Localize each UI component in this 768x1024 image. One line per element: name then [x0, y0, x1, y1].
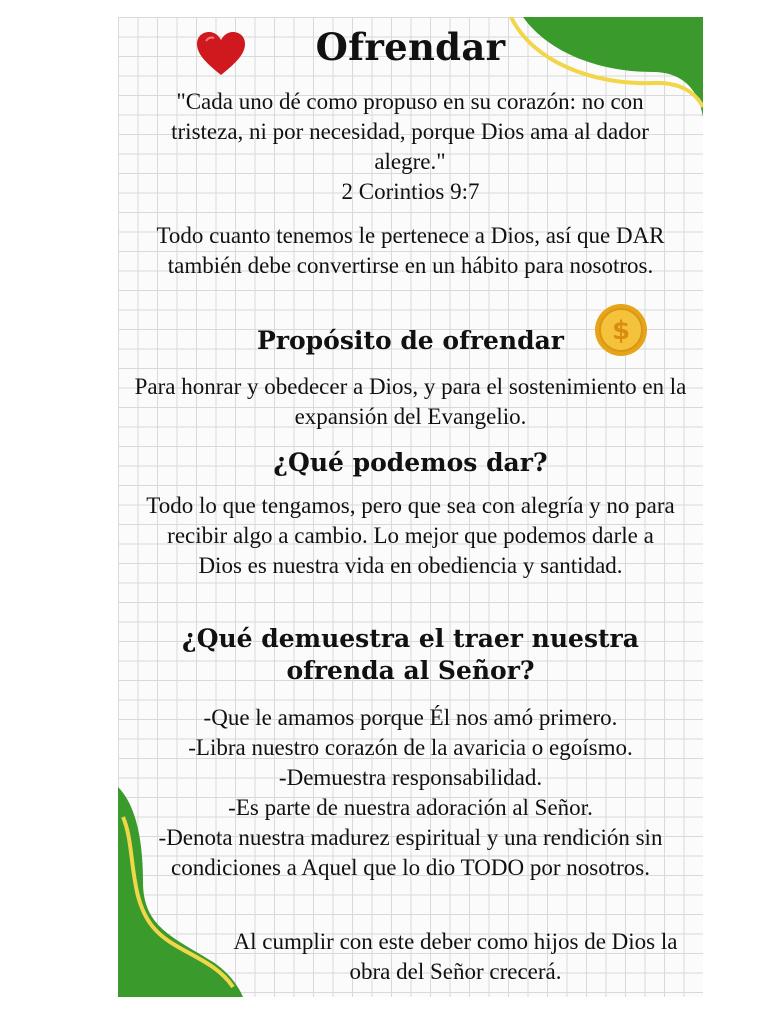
intro-paragraph: Todo cuanto tenemos le pertenece a Dios, así que DAR también debe convertirse en un hábito para nosotros. — [156, 223, 665, 278]
bible-verse-reference: 2 Corintios 9:7 — [341, 179, 480, 204]
page-title: Ofrendar — [315, 25, 506, 69]
list-item: -Denota nuestra madurez espiritual y una rendición sin condiciones a Aquel que lo dio TODO por nosotros. — [158, 825, 663, 880]
offering-card — [118, 17, 703, 997]
section-body-purpose: Para honrar y obedecer a Dios, y para el sostenimiento en la expansión del Evangelio. — [134, 374, 687, 429]
section-body-what-to-give: Todo lo que tengamos, pero que sea con alegría y no para recibir algo a cambio. Lo mejor que podemos darle a Dios es nuestra vida en obediencia y santidad. — [146, 493, 675, 578]
benefits-list — [123, 703, 698, 883]
closing-paragraph: Al cumplir con este deber como hijos de Dios la obra del Señor crecerá. — [233, 929, 678, 984]
section-heading-what-to-give: ¿Qué podemos dar? — [273, 448, 548, 477]
section-heading-purpose: Propósito de ofrendar — [257, 326, 564, 355]
list-item: -Es parte de nuestra adoración al Señor. — [228, 795, 593, 820]
svg-text:$: $ — [611, 316, 631, 346]
list-item: -Demuestra responsabilidad. — [278, 765, 543, 790]
bible-verse-quote: "Cada uno dé como propuso en su corazón: no con tristeza, ni por necesidad, porque Dios ama al dador alegre." — [171, 89, 649, 174]
list-item: -Libra nuestro corazón de la avaricia o egoísmo. — [188, 735, 633, 760]
list-item: -Que le amamos porque Él nos amó primero. — [203, 705, 618, 730]
section-heading-what-it-shows: ¿Qué demuestra el traer nuestra ofrenda al Señor? — [182, 624, 639, 685]
